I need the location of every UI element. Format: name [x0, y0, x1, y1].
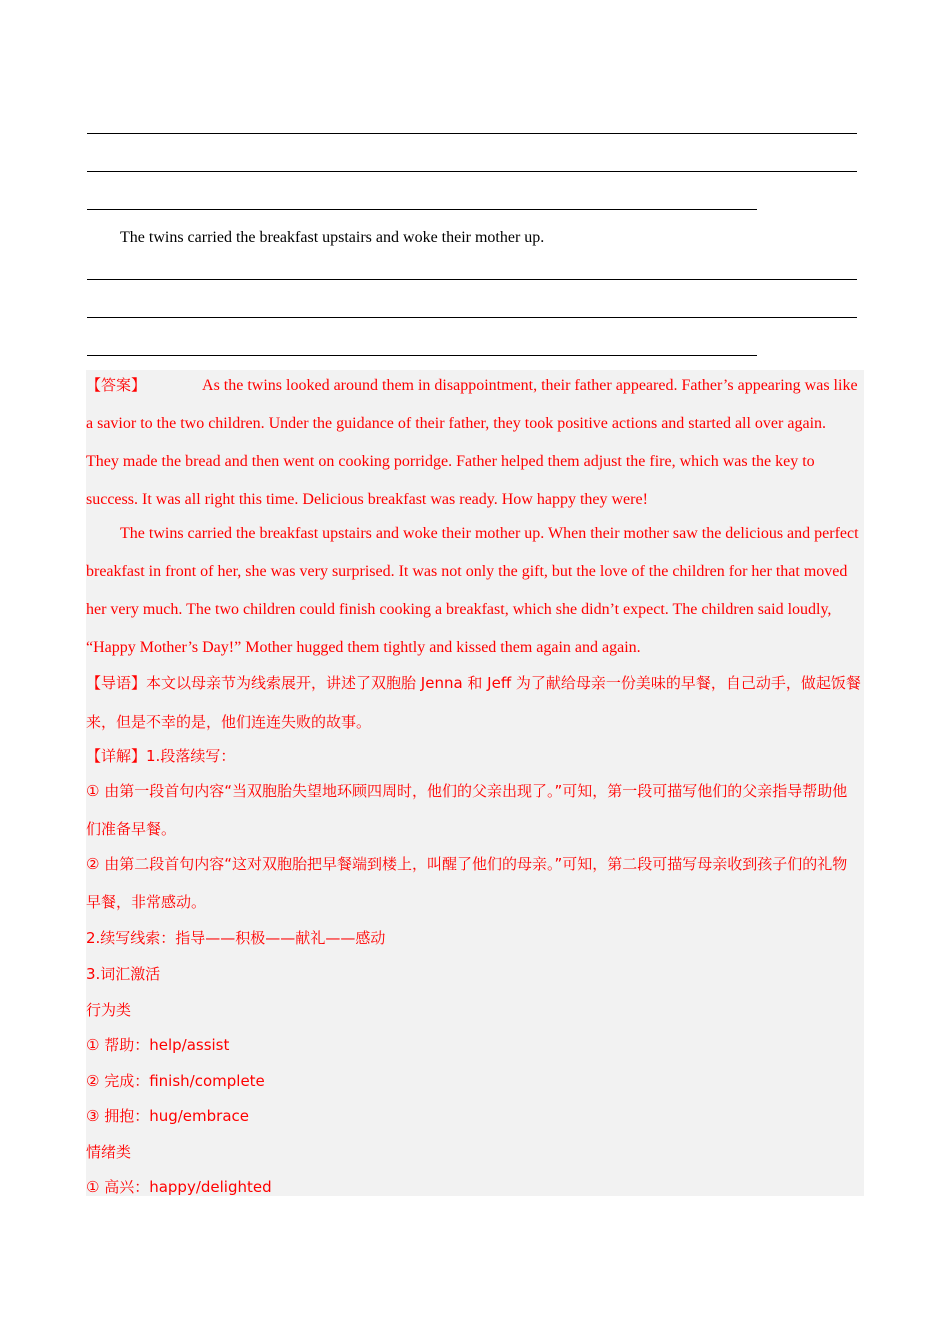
guide-text: 本文以母亲节为线索展开，讲述了双胞胎 Jenna 和 Jeff 为了献给母亲一份美味的早餐，自己动手，做起饭餐来，但是不幸的是，他们连连失败的故事。	[86, 674, 861, 731]
behavior-item: ③ 拥抱：hug/embrace	[86, 1107, 250, 1125]
answer-paragraph-1	[86, 366, 862, 519]
behavior-heading: 行为类	[86, 1001, 132, 1019]
writing-line	[87, 133, 857, 134]
vocab-heading: 3.词汇激活	[86, 965, 161, 983]
paragraph-prompt: The twins carried the breakfast upstairs and woke their mother up.	[120, 229, 545, 246]
writing-clue: 2.续写线索：指导——积极——献礼——感动	[86, 929, 386, 947]
behavior-item: ② 完成：finish/complete	[86, 1072, 265, 1090]
detail-item-1: ① 由第一段首句内容“当双胞胎失望地环顾四周时，他们的父亲出现了。”可知，第一段可描写他们的父亲指导帮助他们准备早餐。	[86, 782, 848, 838]
detail-item-2: ② 由第二段首句内容“这对双胞胎把早餐端到楼上，叫醒了他们的母亲。”可知，第二段可描写母亲收到孩子们的礼物早餐，非常感动。	[86, 855, 848, 911]
answer-label: 【答案】	[86, 376, 147, 394]
writing-line	[87, 279, 857, 280]
writing-line	[87, 317, 857, 318]
answer-text-1: As the twins looked around them in disappointment, their father appeared. Father’s appearing was like a savior to the two children. Under the guidance of their father, they took positive actions and started all over again. They made the bread and then went on cooking porridge. Father helped them adjust the fire, which was the key to success. It was all right this time. Delicious breakfast was ready. How happy they were!	[86, 377, 858, 508]
writing-line	[87, 171, 857, 172]
emotion-item: ① 高兴：happy/delighted	[86, 1178, 272, 1196]
guide-label: 【导语】	[86, 674, 147, 692]
guide-section	[86, 664, 862, 742]
answer-paragraph-2	[86, 515, 862, 667]
writing-line	[87, 209, 757, 210]
writing-line	[87, 355, 757, 356]
emotion-heading: 情绪类	[86, 1143, 132, 1161]
behavior-item: ① 帮助：help/assist	[86, 1036, 230, 1054]
answer-text-2: The twins carried the breakfast upstairs and woke their mother up. When their mother saw the delicious and perfect breakfast in front of her, she was very surprised. It was not only the gift, but the love of the children for her that moved her very much. The two children could finish cooking a breakfast, which she didn’t expect. The children said loudly, “Happy Mother’s Day!” Mother hugged them tightly and kissed them again and again.	[86, 525, 859, 656]
detail-heading-row	[86, 746, 235, 767]
detail-label: 【详解】	[86, 747, 147, 765]
detail-heading: 1.段落续写：	[146, 747, 236, 765]
